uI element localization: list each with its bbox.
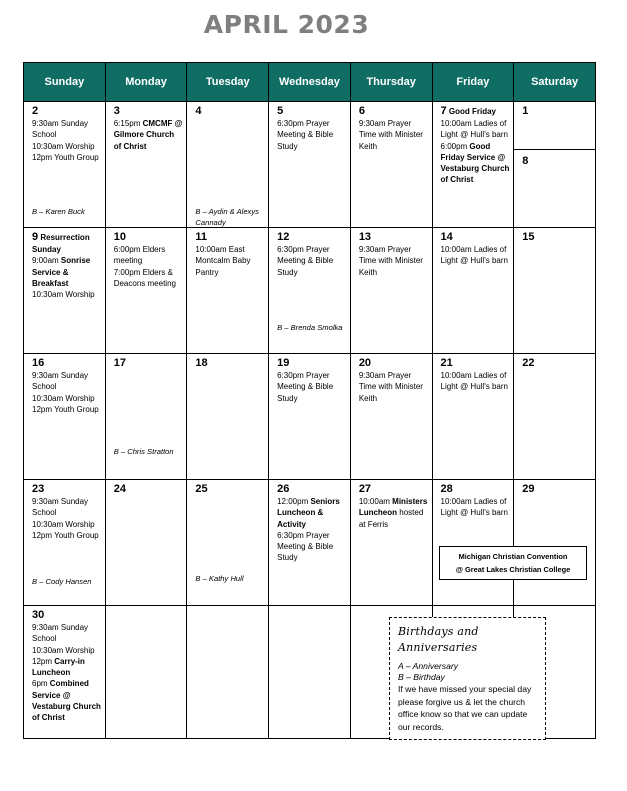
event-name: Seniors Luncheon & Activity bbox=[277, 497, 340, 529]
event-time: 10:30am Worship bbox=[32, 519, 95, 529]
event-item bbox=[195, 244, 265, 278]
day-header bbox=[114, 356, 184, 370]
day-cell bbox=[269, 102, 351, 228]
day-cell bbox=[187, 228, 269, 354]
day-number: 7 bbox=[440, 105, 447, 117]
day-number: 29 bbox=[522, 483, 535, 495]
event-item bbox=[277, 244, 347, 278]
event-time: 10:30am Worship bbox=[32, 141, 95, 151]
saturday-divider bbox=[514, 149, 595, 150]
event-time: 10:00am bbox=[358, 497, 393, 506]
day-number: 13 bbox=[358, 231, 372, 243]
day-header bbox=[32, 356, 102, 370]
week-row bbox=[24, 102, 596, 228]
day-cell bbox=[432, 228, 514, 354]
day-number: 5 bbox=[277, 105, 284, 117]
event-time: 10:00am Ladies of Light @ Hull's barn bbox=[440, 119, 508, 140]
day-cell bbox=[269, 228, 351, 354]
birthday-note: B – Brenda Smolka bbox=[277, 323, 343, 332]
event-item bbox=[32, 496, 102, 519]
event-time: 6:30pm Prayer Meeting & Bible Study bbox=[277, 119, 334, 151]
day-header bbox=[522, 356, 592, 370]
week-row bbox=[24, 228, 596, 354]
event-item bbox=[32, 255, 102, 289]
weekday-header-row bbox=[24, 63, 596, 102]
event-item bbox=[441, 370, 511, 393]
event-item bbox=[277, 370, 347, 404]
day-cell bbox=[187, 606, 269, 739]
day-header bbox=[522, 482, 592, 496]
event-item bbox=[114, 244, 184, 267]
day-cell bbox=[269, 480, 351, 606]
weekday-header: Sunday bbox=[24, 63, 106, 102]
event-time: 10:00am Ladies of Light @ Hull's barn bbox=[440, 245, 508, 266]
day-cell bbox=[105, 228, 187, 354]
day-cell bbox=[432, 102, 514, 228]
day-cell bbox=[269, 354, 351, 480]
calendar-title: APRIL 2023 bbox=[203, 10, 370, 39]
event-time: 10:00am East Montcalm Baby Pantry bbox=[195, 245, 251, 277]
event-time: 12pm bbox=[32, 656, 55, 666]
convention-line: Michigan Christian Convention bbox=[458, 552, 568, 561]
event-time: 6:00pm bbox=[440, 141, 470, 151]
convention-line: @ Great Lakes Christian College bbox=[455, 565, 571, 574]
day-number: 9 bbox=[32, 231, 39, 243]
day-number: 23 bbox=[32, 483, 45, 495]
weekday-header: Wednesday bbox=[269, 63, 351, 102]
day-cell bbox=[432, 480, 514, 606]
day-header bbox=[277, 356, 347, 370]
weekday-header: Thursday bbox=[350, 63, 432, 102]
event-time: 6:30pm Prayer Meeting & Bible Study bbox=[277, 245, 334, 277]
day-number: 18 bbox=[195, 357, 208, 369]
day-header bbox=[195, 104, 265, 118]
weekday-header: Saturday bbox=[514, 63, 596, 102]
day-header bbox=[277, 104, 347, 118]
event-item bbox=[359, 118, 429, 152]
day-header bbox=[359, 482, 429, 496]
event-item bbox=[359, 370, 429, 404]
day-number: 10 bbox=[113, 231, 126, 243]
day-cell bbox=[350, 354, 432, 480]
event-time: 9:30am Sunday School bbox=[32, 119, 89, 140]
event-name: Combined Service @ Vestaburg Church of Christ bbox=[32, 679, 101, 723]
event-item bbox=[359, 496, 429, 530]
birthday-note: B – Kathy Hull bbox=[195, 574, 244, 583]
day-number: 28 bbox=[440, 483, 453, 495]
day-number: 2 bbox=[32, 105, 39, 117]
event-time: 9:30am Prayer Time with Minister Keith bbox=[358, 245, 423, 277]
day-cell bbox=[350, 228, 432, 354]
event-item bbox=[277, 496, 347, 530]
event-time: 10:30am Worship bbox=[32, 645, 95, 655]
event-time: 12pm Youth Group bbox=[32, 404, 99, 414]
day-cell bbox=[187, 354, 269, 480]
day-cell bbox=[432, 354, 514, 480]
day-number: 1 bbox=[522, 105, 529, 117]
event-item bbox=[114, 267, 184, 290]
event-time: 7:00pm Elders & Deacons meeting bbox=[113, 267, 176, 288]
event-item bbox=[32, 393, 102, 404]
day-header bbox=[195, 482, 265, 496]
day-cell bbox=[24, 102, 106, 228]
event-item bbox=[32, 530, 102, 541]
day-cell bbox=[24, 606, 106, 739]
day-cell bbox=[24, 228, 106, 354]
event-time: 6pm bbox=[32, 679, 50, 689]
day-header bbox=[32, 104, 102, 118]
legend-title: Birthdays and Anniversaries bbox=[398, 625, 479, 654]
event-item bbox=[32, 370, 102, 393]
day-number: 17 bbox=[113, 357, 126, 369]
day-cell bbox=[350, 480, 432, 606]
event-item bbox=[32, 519, 102, 530]
event-item bbox=[32, 289, 102, 300]
event-item bbox=[277, 530, 347, 564]
day-header bbox=[441, 356, 511, 370]
weekday-header: Tuesday bbox=[187, 63, 269, 102]
day-header bbox=[441, 482, 511, 496]
event-name: Carry-in Luncheon bbox=[32, 656, 85, 678]
event-time: 9:00am bbox=[32, 256, 61, 266]
event-item bbox=[32, 656, 102, 679]
day-number: 25 bbox=[195, 483, 208, 495]
day-header bbox=[277, 230, 347, 244]
day-cell bbox=[514, 480, 596, 606]
event-time: 6:30pm Prayer Meeting & Bible Study bbox=[277, 371, 334, 403]
birthdays-legend bbox=[389, 617, 546, 740]
day-header bbox=[114, 104, 184, 118]
day-header bbox=[441, 104, 511, 118]
day-cell bbox=[105, 606, 187, 739]
day-header bbox=[32, 230, 102, 255]
event-item bbox=[32, 118, 102, 141]
day-number: 3 bbox=[113, 105, 120, 117]
day-number: 21 bbox=[440, 357, 453, 369]
day-cell bbox=[187, 480, 269, 606]
event-time: 10:30am Worship bbox=[32, 290, 95, 300]
event-item bbox=[32, 152, 102, 163]
day-header bbox=[359, 104, 429, 118]
day-header bbox=[114, 230, 184, 244]
day-number: 6 bbox=[358, 105, 365, 117]
event-item bbox=[32, 141, 102, 152]
day-header bbox=[114, 482, 184, 496]
event-name: Ministers Luncheon bbox=[358, 497, 428, 518]
day-number: 30 bbox=[32, 609, 45, 621]
event-item bbox=[441, 141, 511, 186]
event-item bbox=[441, 496, 511, 519]
day-cell bbox=[514, 228, 596, 354]
event-item bbox=[32, 622, 102, 645]
day-cell bbox=[24, 480, 106, 606]
day-cell bbox=[350, 102, 432, 228]
event-time: 10:00am Ladies of Light @ Hull's barn bbox=[440, 371, 508, 392]
event-item bbox=[359, 244, 429, 278]
event-item bbox=[32, 645, 102, 656]
day-number: 12 bbox=[277, 231, 290, 243]
day-number: 24 bbox=[113, 483, 126, 495]
day-header bbox=[32, 482, 102, 496]
day-cell bbox=[105, 480, 187, 606]
legend-birthday: B – Birthday bbox=[398, 672, 445, 682]
day-number: 8 bbox=[522, 155, 529, 167]
event-item bbox=[32, 404, 102, 415]
event-time: 9:30am Sunday School bbox=[32, 371, 89, 392]
day-number: 16 bbox=[32, 357, 45, 369]
birthday-note: B – Cody Hansen bbox=[32, 577, 92, 586]
day-header bbox=[359, 230, 429, 244]
day-header bbox=[441, 230, 511, 244]
day-number: 20 bbox=[358, 357, 372, 369]
birthday-note: B – Chris Stratton bbox=[113, 447, 174, 456]
event-item bbox=[32, 678, 102, 723]
day-header bbox=[522, 230, 592, 244]
day-header bbox=[359, 356, 429, 370]
event-time: 12pm Youth Group bbox=[32, 152, 99, 162]
day-number: 19 bbox=[277, 357, 290, 369]
day-header bbox=[277, 482, 347, 496]
day-number: 14 bbox=[440, 231, 453, 243]
event-item bbox=[277, 118, 347, 152]
event-time: 10:30am Worship bbox=[32, 393, 95, 403]
week-row bbox=[24, 480, 596, 606]
day-header bbox=[32, 608, 102, 622]
event-name: Sonrise Service & Breakfast bbox=[32, 256, 91, 288]
day-number: 27 bbox=[358, 483, 372, 495]
event-time: 9:30am Sunday School bbox=[32, 623, 89, 644]
day-number: 15 bbox=[522, 231, 535, 243]
event-time: 6:15pm bbox=[113, 119, 143, 128]
week-row bbox=[24, 354, 596, 480]
day-number: 11 bbox=[195, 231, 208, 243]
event-name: CMCMF @ Gilmore Church of Christ bbox=[113, 119, 183, 151]
day-cell bbox=[514, 102, 596, 228]
day-number: 22 bbox=[522, 357, 535, 369]
day-number: 26 bbox=[277, 483, 290, 495]
day-cell bbox=[187, 102, 269, 228]
day-title: Resurrection Sunday bbox=[32, 233, 90, 254]
event-time: 6:30pm Prayer Meeting & Bible Study bbox=[277, 530, 334, 563]
day-header bbox=[195, 356, 265, 370]
legend-note: If we have missed your special day please forgive us & let the church office know so that we can update our records. bbox=[398, 684, 532, 732]
day-cell bbox=[514, 354, 596, 480]
weekday-header: Friday bbox=[432, 63, 514, 102]
event-time: 9:30am Prayer Time with Minister Keith bbox=[358, 119, 423, 151]
day-header bbox=[522, 104, 592, 118]
event-time: 12:00pm bbox=[277, 497, 311, 506]
convention-box bbox=[439, 546, 587, 580]
day-cell bbox=[24, 354, 106, 480]
day-cell bbox=[269, 606, 351, 739]
birthday-note: B – Aydin & Alexys Cannady bbox=[195, 207, 259, 227]
birthday-note: B – Karen Buck bbox=[32, 207, 85, 216]
event-time: 10:00am Ladies of Light @ Hull's barn bbox=[440, 497, 508, 518]
event-item bbox=[441, 244, 511, 267]
event-name: Good Friday Service @ Vestaburg Church of Christ bbox=[440, 141, 510, 185]
day-title: Good Friday bbox=[448, 107, 496, 116]
event-time: 6:00pm Elders meeting bbox=[113, 245, 166, 266]
event-time: 9:30am Prayer Time with Minister Keith bbox=[358, 371, 423, 403]
event-time: 9:30am Sunday School bbox=[32, 497, 89, 518]
event-item bbox=[441, 118, 511, 141]
day-header bbox=[195, 230, 265, 244]
event-detail: hosted at Ferris bbox=[358, 508, 424, 529]
legend-anniversary: A – Anniversary bbox=[398, 661, 459, 671]
weekday-header: Monday bbox=[105, 63, 187, 102]
event-item bbox=[114, 118, 184, 152]
day-cell bbox=[105, 354, 187, 480]
event-time: 12pm Youth Group bbox=[32, 530, 99, 540]
day-cell bbox=[105, 102, 187, 228]
day-number: 4 bbox=[195, 105, 202, 117]
